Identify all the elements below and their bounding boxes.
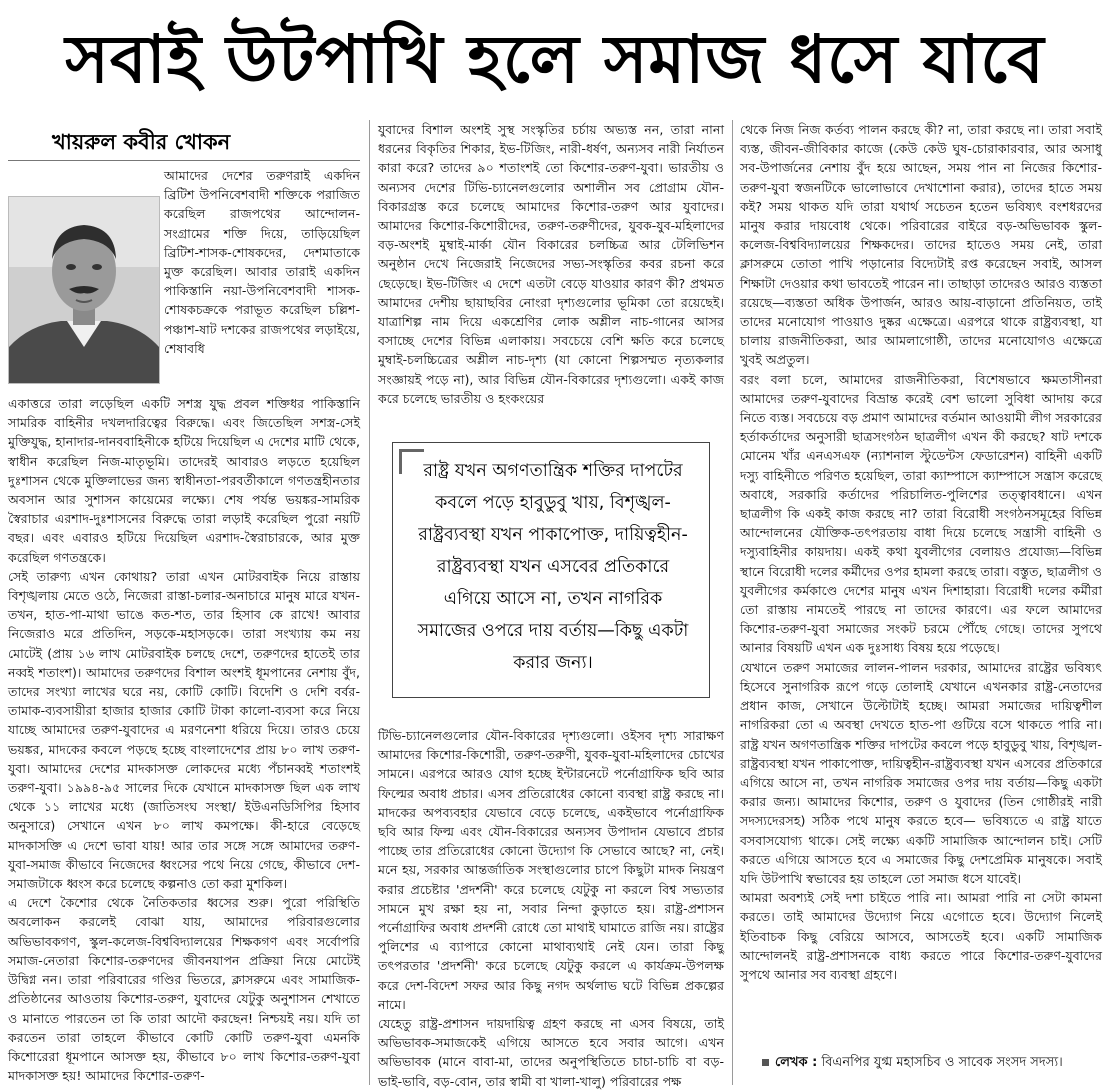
- pull-quote-text: রাষ্ট্র যখন অগণতান্ত্রিক শক্তির দাপটের কবলে পড়ে হাবুডুবু খায়, বিশৃঙ্খল-রাষ্ট্রব্যবস্থা যখন পাকাপোক্ত, দায়িত্বহীন-রাষ্ট্রব্যবস্থা যখন এসবের প্রতিকারে এগিয়ে আসে না, তখন নাগরিক সমাজের ওপরে দায় বর্তায়—কিছু একটা করার জন্য।: [417, 461, 689, 673]
- headline: সবাই উটপাখি হলে সমাজ ধসে যাবে: [65, 21, 1045, 98]
- paragraph: আমরা অবশ্যই সেই দশা চাইতে পারি না। আমরা পারি না সেটা কামনা করতে। তাই আমাদের উদ্যোগ নিয়ে এগোতে হবে। উদ্যোগ নিলেই ইতিবাচক কিছু বেরিয়ে আসবে, আসতেই হবে। একটি সামাজিক আন্দোলনই রাষ্ট্র-প্রশাসনকে বাধ্য করতে পারে কিশোর-তরুণ-যুবাদের সুপথে আনার সব ব্যবস্থা গ্রহণে।: [740, 890, 1102, 982]
- paragraph: আমাদের দেশের তরুণরাই একদিন ব্রিটিশ উপনিবেশবাদী শক্তিকে পরাজিত করেছিল রাজপথের আন্দোলন-সংগ্রামের শক্তি দিয়ে, তাড়িয়েছিল ব্রিটিশ-শাসক-শোষকদের, দেশমাতাকে মুক্ত করেছিল। আবার তারাই একদিন পাকিস্তানি নয়া-উপনিবেশবাদী শাসক-শোষকচক্রকে পরাভূত করেছিল চল্লিশ-পঞ্চাশ-ষাট দশকের রাজপথের লড়াইয়ে, শেষাবধি: [164, 168, 360, 356]
- paragraph: একাত্তরে তারা লড়েছিল একটি সশস্ত্র যুদ্ধ প্রবল শক্তিধর পাকিস্তানি সামরিক বাহিনীর দখলদারিত্বের বিরুদ্ধে। এবং জিতেছিল সশস্ত্র-সেই মুক্তিযুদ্ধ, হানাদার-দানববাহিনীকে হটিয়ে দিয়েছিল এ দেশের মাটি থেকে, স্বাধীন করেছিল নিজ-মাতৃভূমি। তাদেরই আবারও লড়তে হয়েছিল দুঃশাসন থেকে মুক্তিলাভের জন্য স্বাধীনতা-পরবর্তীকালে গণতন্ত্রহীনতার অবসান আর সুশাসন কায়েমের লক্ষ্যে। শেষ পর্যন্ত ভয়ঙ্কর-সামরিক স্বৈরাচার এরশাদ-দুঃশাসনের বিরুদ্ধে তারা লড়াই করেছিল পুরো নয়টি বছর। এবং এবারও হটিয়ে দিয়েছিল এরশাদ-স্বৈরাচারকে, আর মুক্ত করেছিল গণতন্ত্রকে।: [8, 396, 360, 565]
- author-note: [762, 1053, 1102, 1074]
- column-3: [740, 120, 1102, 984]
- column-2-bottom: [378, 726, 724, 1091]
- paragraph: এ দেশে কৈশোর থেকে নৈতিকতার ধ্বসের শুরু। পুরো পরিস্থিতি অবলোকন করলেই বোঝা যায়, আমাদের পরিবারগুলোর অভিভাবকগণ, স্কুল-কলেজ-বিশ্ববিদ্যালয়ের শিক্ষকগণ এবং সর্বোপরি সমাজ-নেতারা কিশোর-তরুণদের জীবনযাপন প্রক্রিয়া নিয়ে মোটেই উদ্বিগ্ন নন। তারা পরিবারের গণ্ডির ভিতরে, ক্লাসরুমে এবং সামাজিক-প্রতিষ্ঠানের আওতায় কিশোর-তরুণ, যুবাদের যেটুকু অনুশাসন শেখাতে ও মানাতে পারতেন তা কি তারা আদৌ করছেন! নিশ্চয়ই নয়। যদি তা করতেন তারা তাহলে কীভাবে কোটি কোটি তরুণ-যুবা এমনকি কিশোরেরা ধূমপানে আসক্ত হয়, কীভাবে ৮০ লাখ কিশোর-তরুণ-যুবা মাদকাসক্ত হয়! আমাদের কিশোর-তরুণ-: [8, 895, 360, 1084]
- column-divider: [369, 120, 370, 1085]
- column-1-intro: [164, 166, 360, 358]
- author-note-label: লেখক :: [775, 1055, 818, 1070]
- author-photo: [8, 196, 160, 384]
- paragraph: থেকে নিজ নিজ কর্তব্য পালন করছে কী? না, তারা করছে না। তারা সবাই ব্যস্ত, জীবন-জীবিকার কাজে (কেউ কেউ ঘুষ-চোরাকারবার, আর অসাধু সব-উপার্জনের নেশায় বুঁদ হয়ে আছেন, সময় পান না নিজের কিশোর-তরুণ-যুবা স্বজনটিকে ভালোভাবে দেখাশোনা করার), তাদের হাতে সময় কই? সময় থাকত যদি তারা যথার্থ সচেতন হতেন ভবিষ্যৎ বংশধরদের মানুষ করার দায়বোধ থেকে। পরিবারের বাইরে বড়-অভিভাবক স্কুল-কলেজ-বিশ্ববিদ্যালয়ের শিক্ষকদের। তাদের হাতেও সময় নেই, তারা ক্লাসরুমে তোতা পাখি পড়ানোর বিদ্যেটাই রপ্ত করেছেন সবাই, আসল শিক্ষাটা দেওয়ার কথা ভাবতেই পারেন না। তাছাড়া তাদেরও আরও ব্যস্ততা রয়েছে—ব্যস্ততা অধিক উপার্জন, আরও আয়-বাড়ানো প্রতিনিয়ত, তাই তাদের মনোযোগ পাওয়াও দুষ্কর এক্ষেত্রে। এরপরে থাকে রাষ্ট্রব্যবস্থা, যা চালায় রাজনীতিকরা, আর আমলাগোষ্ঠী, তাদের মনোযোগও এক্ষেত্রে খুবই অপ্রতুল।: [740, 122, 1102, 368]
- paragraph: টিভি-চ্যানেলগুলোর যৌন-বিকারের দৃশ্যগুলো। ওইসব দৃশ্য সারাক্ষণ আমাদের কিশোর-কিশোরী, তরুণ-তরুণী, যুবক-যুবা-মহিলাদের চোখের সামনে। এরপরে আরও যোগ হচ্ছে ইন্টারনেটে পর্নোগ্রাফিক ছবি আর ফিল্মের অবাধ প্রচার। এসব প্রতিরোধের কোনো ব্যবস্থা রাষ্ট্র করছে না। মাদকের অপব্যবহার যেভাবে বেড়ে চলেছে, একইভাবে পর্নোগ্রাফিক ছবি আর ফিল্ম এবং যৌন-বিকারের অন্যসব উপাদান যেভাবে প্রচার পাচ্ছে তার প্রতিরোধের কোনো উদ্যোগ কি সেভাবে আছে? না, নেই। মনে হয়, সরকার আন্তর্জাতিক সংস্থাগুলোর চাপে কিছুটা মাদক নিয়ন্ত্রণ করার প্রচেষ্টার 'প্রদর্শনী' করে চলেছে যেটুকু না করলে বিশ্ব সভ্যতার সামনে মুখ রক্ষা হয় না, সবার নিন্দা কুড়াতে হয়। রাষ্ট্র-প্রশাসন পর্নোগ্রাফির অবাধ প্রদর্শনী রোধে তো মাথাই ঘামাতে রাজি নয়। রাষ্ট্রের পুলিশের এ ব্যাপারে কোনো মাথাব্যথাই নেই যেন। তারা কিছু তৎপরতার 'প্রদর্শনী' করে চলেছে যেটুকু করলে এ কার্যক্রম-উপলক্ষ করে দেশ-বিদেশ সফর আর কিছু নগদ অর্থলাভ ঘটে বিভিন্ন প্রকল্পের নামে।: [378, 728, 724, 1012]
- paragraph: সেই তারুণ্য এখন কোথায়? তারা এখন মোটরবাইক নিয়ে রাস্তায় বিশৃঙ্খলায় মেতে ওঠে, নিজেরা রাস্তা-চলার-অনাচারে মানুষ মারে যখন-তখন, হাত-পা-মাথা ভাঙে কত-শত, তার হিসাব কে রাখে! আবার নিজেরাও মরে প্রতিদিন, সড়কে-মহাসড়কে। তারা সংখ্যায় কম নয় মোটেই (প্রায় ১৬ লাখ মোটরবাইক চলছে দেশে, তরুণদের হাতেই তার নব্বই শতাংশ)। আমাদের তরুণদের বিশাল অংশই ধূমপানের নেশায় বুঁদ, তাদের সংখ্যা লাখের ঘরে নয়, কোটি কোটি। বিদেশি ও দেশি বর্বর-তামাক-ব্যবসায়ীরা হাজার হাজার কোটি টাকা কালো-ব্যবসা করে নিয়ে যাচ্ছে আমাদের তরুণ-যুবাদের এ মরণনেশা ধরিয়ে দিয়ে। তারও চেয়ে ভয়ঙ্কর, মাদকের কবলে পড়ছে হচ্ছে বাংলাদেশের প্রায় ৮০ লাখ তরুণ-যুবা। আমাদের দেশের মাদকাসক্ত লোকদের মধ্যে পঁচানব্বই শতাংশই তরুণ-যুবা। ১৯৯৪-৯৫ সালের দিকে যেখানে মাদকাসক্ত ছিল এক লাখ থেকে ১১ লাখের মধ্যে (জাতিসংঘ সংস্থা/ ইউএনডিসিপির হিসাব অনুসারে) সেখানে এখন ৮০ লাখ কমপক্ষে। কী-হারে বেড়েছে মাদকাসক্তি এ দেশে ভাবা যায়! আর তার সঙ্গে সঙ্গে আমাদের তরুণ-যুবা-সমাজ কীভাবে নিজেদের ধ্বংসের পথে নিয়ে গেছে, কীভাবে দেশ-সমাজটাকে ধ্বংস করে চলেছে কল্পনাও তো করা মুশকিল।: [8, 568, 360, 892]
- column-1: [8, 394, 360, 1085]
- byline: খায়রুল কবীর খোকন: [52, 130, 231, 154]
- paragraph: যেখানে তরুণ সমাজের লালন-পালন দরকার, আমাদের রাষ্ট্রের ভবিষ্যৎ হিসেবে সুনাগরিক রূপে গড়ে তোলাই যেখানে এখনকার রাষ্ট্র-নেতাদের প্রধান কাজ, সেখানে উল্টোটাই হচ্ছে। আমরা সমাজের দায়িত্বশীল নাগরিকরা তো এ অবস্থা দেখতে হাত-পা গুটিয়ে বসে থাকতে পারি না। রাষ্ট্র যখন অগণতান্ত্রিক শক্তির দাপটের কবলে পড়ে হাবুডুবু খায়, বিশৃঙ্খল-রাষ্ট্রব্যবস্থা যখন পাকাপোক্ত, দায়িত্বহীন-রাষ্ট্রব্যবস্থা যখন এসবের প্রতিকারে এগিয়ে আসে না, তখন নাগরিক সমাজের ওপর দায় বর্তায়—কিছু একটা করার জন্য। আমাদের কিশোর, তরুণ ও যুবাদের (তিন গোষ্ঠীরই নারী সদস্যদেরসহ) সঠিক পথে মানুষ করতে হবে— ভবিষ্যতে এ রাষ্ট্র যাতে বসবাসযোগ্য থাকে। সেই লক্ষ্যে একটি সামাজিক আন্দোলন চাই। সেটি করতে এগিয়ে আসতে হবে এ সমাজের কিছু দেশপ্রেমিক মানুষকে। সবাই যদি উটপাখি স্বভাবের হয় তাহলে তো সমাজ ধসে যাবেই।: [740, 659, 1102, 886]
- paragraph: যেহেতু রাষ্ট্র-প্রশাসন দায়দায়িত্ব গ্রহণ করছে না এসব বিষয়ে, তাই অভিভাবক-সমাজকেই এগিয়ে আসতে হবে সবার আগে। এখন অভিভাবক (মানে বাবা-মা, তাদের অনুপস্থিতিতে চাচা-চাচি বা বড়-ভাই-ভাবি, বড়-বোন, তার স্বামী বা খালা-খালু) পরিবারের পক্ষ: [378, 1016, 724, 1089]
- column-2-top: [378, 120, 724, 408]
- author-note-text: বিএনপির যুগ্ম মহাসচিব ও সাবেক সংসদ সদস্য।: [821, 1055, 1063, 1070]
- column-divider: [732, 120, 733, 1085]
- paragraph: বরং বলা চলে, আমাদের রাজনীতিকরা, বিশেষভাবে ক্ষমতাসীনরা আমাদের তরুণ-যুবাদের বিভ্রান্ত করেই বেশ ভালো সুবিধা আদায় করে নিতে ব্যস্ত। সবচেয়ে বড় প্রমাণ আমাদের বর্তমান আওয়ামী লীগ সরকারের হর্তাকর্তাদের অনুসারী ছাত্রসংগঠন ছাত্রলীগ এখন কী করছে? ষাট দশকে মোনেম খাঁর এনএসএফ (ন্যাশনাল স্টুডেন্টস ফেডারেশন) বাহিনী একটি দস্যু বাহিনীতে পরিণত হয়েছিল, তারা ক্যাম্পাসে ক্যাম্পাসে সন্ত্রাস করেছে অবাধে, সরকারি কর্তাদের পরিচালিত-পুলিশের তত্ত্বাবধানে। এখন ছাত্রলীগ কি একই কাজ করছে না? তারা বিরোধী সংগঠনসমূহের বিভিন্ন আন্দোলনের যৌক্তিক-তৎপরতায় বাধা দিয়ে চলেছে সন্ত্রাসী বাহিনী ও দস্যুবাহিনীর কায়দায়। একই কথা যুবলীগের বেলায়ও প্রযোজ্য—বিভিন্ন স্থানে বিরোধী দলের কর্মীদের ওপর হামলা করছে তারা। বস্তুত, ছাত্রলীগ ও যুবলীগের কর্মকাণ্ডে দেশের মানুষ এখন দিশাহারা। বিরোধী দলের কর্মীরা তো রাস্তায় নামতেই পারছে না তাদের কারণে। এর ফলে আমাদের কিশোর-তরুণ-যুবা সমাজের সংকট চরমে পৌঁছে গেছে। তাদের সুপথে আনার বিষয়টি এখন এক দুঃসাধ্য বিষয় হয়ে পড়েছে।: [740, 371, 1102, 656]
- byline-rule: [8, 160, 360, 161]
- square-bullet-icon: [762, 1059, 769, 1066]
- paragraph: যুবাদের বিশাল অংশই সুস্থ সংস্কৃতির চর্চায় অভ্যস্ত নন, তারা নানা ধরনের বিকৃতির শিকার, ইভ-টিজিং, নারী-ধর্ষণ, অন্যসব নারী নির্যাতন কারা করে? তাদের ৯০ শতাংশই তো কিশোর-তরুণ-যুবা। ভারতীয় ও অন্যসব দেশের টিভি-চ্যানেলগুলোর অশালীন সব প্রোগ্রাম যৌন-বিকারগ্রস্ত করে চলেছে আমাদের কিশোর-তরুণ আর যুবাদের। আমাদের কিশোর-কিশোরীদের, তরুণ-তরুণীদের, যুবক-যুব-মহিলাদের বড়-অংশই মুম্বাই-মার্কা যৌন বিকারের চলচ্চিত্র আর টেলিভিশন অনুষ্ঠান দেখে নিজেরাই নিজেদের সভ্য-সংস্কৃতির কবর রচনা করে ছেড়েছে। ইভ-টিজিং এ দেশে এতটা বেড়ে যাওয়ার কারণ কী? প্রথমত আমাদের দেশীয় ছায়াছবির নোংরা দৃশ্যগুলোর ভূমিকা তো রয়েছেই। যাত্রাশিল্প নাম দিয়ে একশ্রেণির লোক অশ্লীল নাচ-গানের আসর বসাচ্ছে দেশের বিভিন্ন এলাকায়। সবচেয়ে বেশি ক্ষতি করে চলেছে মুম্বাই-চলচ্চিত্রের অশ্লীল নাচ-দৃশ্য (যা কোনো শিল্পসম্মত নৃত্যকলার সংজ্ঞায়ই পড়ে না), আর বিভিন্ন যৌন-বিকারের দৃশ্যগুলো। একই কাজ করে চলেছে ভারতীয় ও হংকংয়ের: [378, 122, 724, 406]
- author-portrait-icon: [9, 197, 159, 383]
- pull-quote-box: [392, 442, 710, 698]
